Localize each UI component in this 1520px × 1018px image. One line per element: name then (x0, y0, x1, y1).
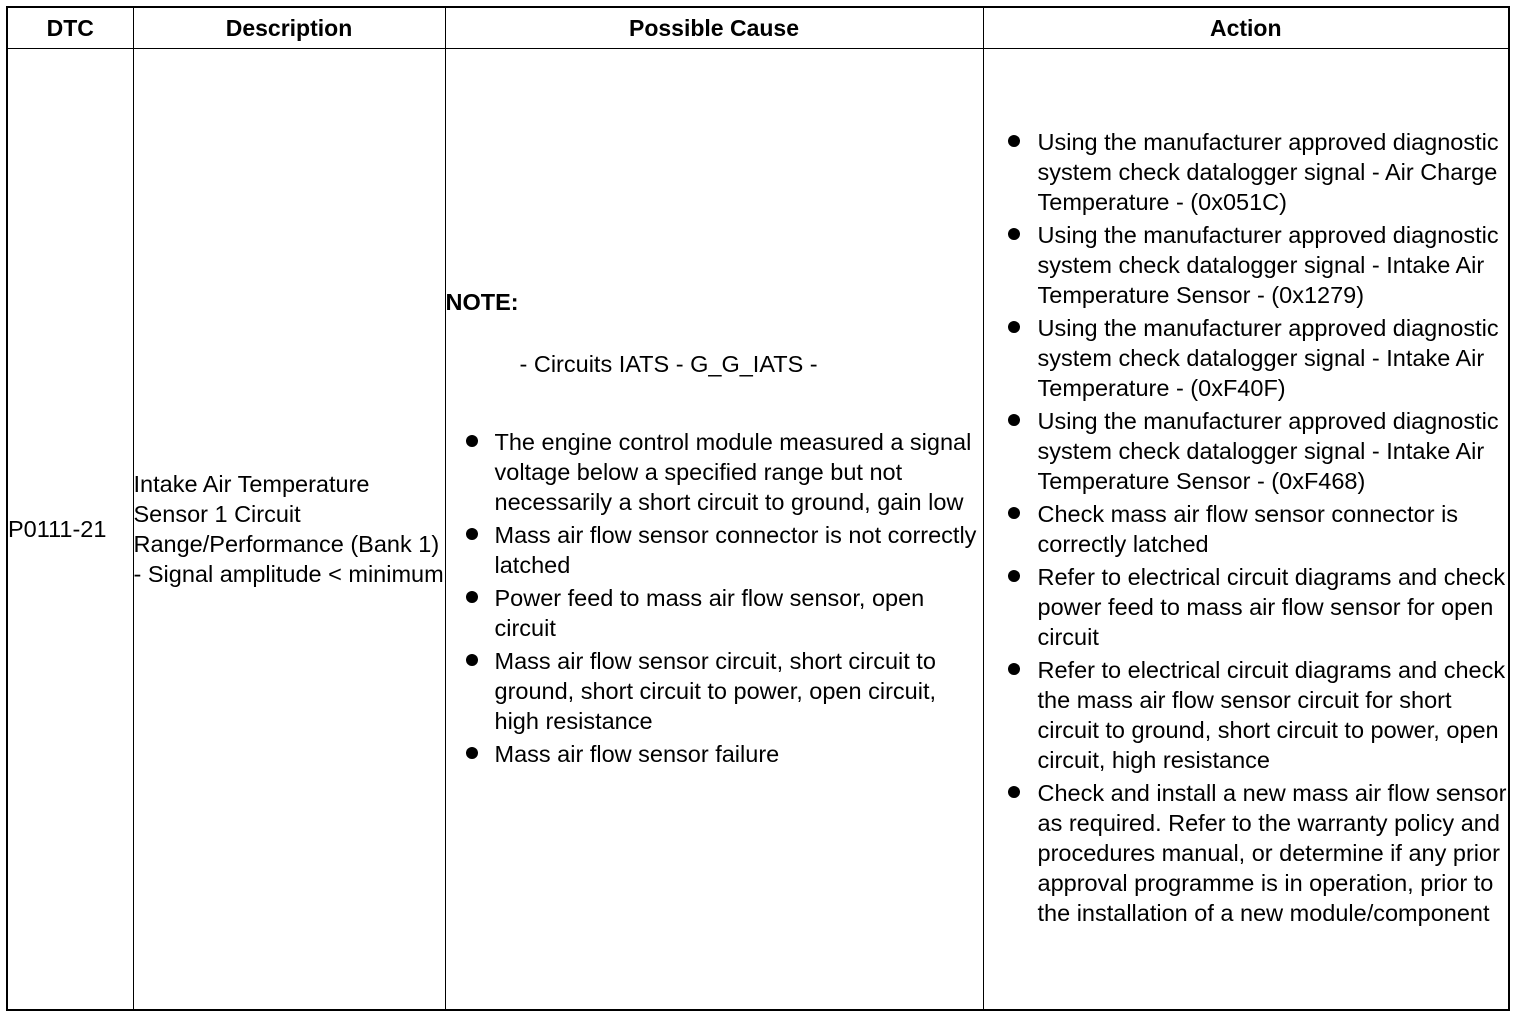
cause-text: Power feed to mass air flow sensor, open circuit (494, 584, 925, 641)
cause-item (446, 583, 983, 643)
action-item (984, 499, 1509, 559)
action-text: Using the manufacturer approved diagnostic system check datalogger signal - Intake Air Temperature Sensor - (0x1279) (1037, 222, 1499, 308)
cause-item (446, 520, 983, 580)
bullet-icon (1008, 321, 1020, 333)
cause-text: Mass air flow sensor circuit, short circuit to ground, short circuit to power, open circuit, high resistance (494, 647, 936, 734)
action-item (984, 655, 1509, 775)
action-item (984, 406, 1509, 496)
bullet-icon (1008, 663, 1020, 675)
header-action: Action (983, 7, 1509, 49)
cause-item (446, 739, 983, 769)
action-list (984, 127, 1509, 928)
bullet-icon (1008, 228, 1020, 240)
header-description: Description (133, 7, 445, 49)
bullet-icon (466, 747, 478, 759)
cause-item (446, 427, 983, 517)
dtc-code: P0111-21 (7, 49, 133, 1011)
dtc-table (6, 6, 1510, 1011)
cause-item (446, 646, 983, 736)
cause-text: Mass air flow sensor failure (494, 740, 780, 767)
bullet-icon (466, 435, 478, 447)
action-item (984, 127, 1509, 217)
bullet-icon (466, 528, 478, 540)
action-text: Check and install a new mass air flow sensor as required. Refer to the warranty policy and procedures manual, or determine if any prior approval programme is in operation, prior to the installation of a new module/component (1037, 780, 1507, 926)
note-title: NOTE: (445, 288, 519, 315)
table-row (7, 49, 1509, 1011)
cause-list (446, 427, 983, 769)
action-text: Refer to electrical circuit diagrams and check the mass air flow sensor circuit for short circuit to ground, short circuit to power, open circuit, high resistance (1037, 657, 1506, 773)
action-item (984, 220, 1509, 310)
action-text: Using the manufacturer approved diagnostic system check datalogger signal - Intake Air Temperature Sensor - (0xF468) (1037, 408, 1499, 494)
dtc-description: Intake Air Temperature Sensor 1 Circuit Range/Performance (Bank 1) - Signal amplitude < minimum (133, 49, 445, 1011)
action-item (984, 778, 1509, 928)
action-item (984, 313, 1509, 403)
header-dtc: DTC (7, 7, 133, 49)
note-circuit: - Circuits IATS - G_G_IATS - (519, 350, 818, 377)
bullet-icon (1008, 507, 1020, 519)
header-row (7, 7, 1509, 49)
bullet-icon (1008, 414, 1020, 426)
action-text: Using the manufacturer approved diagnostic system check datalogger signal - Intake Air Temperature - (0xF40F) (1037, 315, 1499, 401)
cause-text: The engine control module measured a signal voltage below a specified range but not necessarily a short circuit to ground, gain low (494, 428, 972, 515)
bullet-icon (466, 591, 478, 603)
action-text: Check mass air flow sensor connector is correctly latched (1037, 501, 1459, 557)
bullet-icon (1008, 135, 1020, 147)
bullet-icon (1008, 786, 1020, 798)
header-possible-cause: Possible Cause (445, 7, 983, 49)
bullet-icon (466, 654, 478, 666)
cause-text: Mass air flow sensor connector is not correctly latched (494, 521, 977, 578)
action-item (984, 562, 1509, 652)
action-text: Refer to electrical circuit diagrams and check power feed to mass air flow sensor for open circuit (1037, 564, 1506, 650)
action-text: Using the manufacturer approved diagnostic system check datalogger signal - Air Charge Temperature - (0x051C) (1037, 129, 1499, 215)
action-cell (983, 49, 1509, 1011)
bullet-icon (1008, 570, 1020, 582)
possible-cause-cell (445, 49, 983, 1011)
